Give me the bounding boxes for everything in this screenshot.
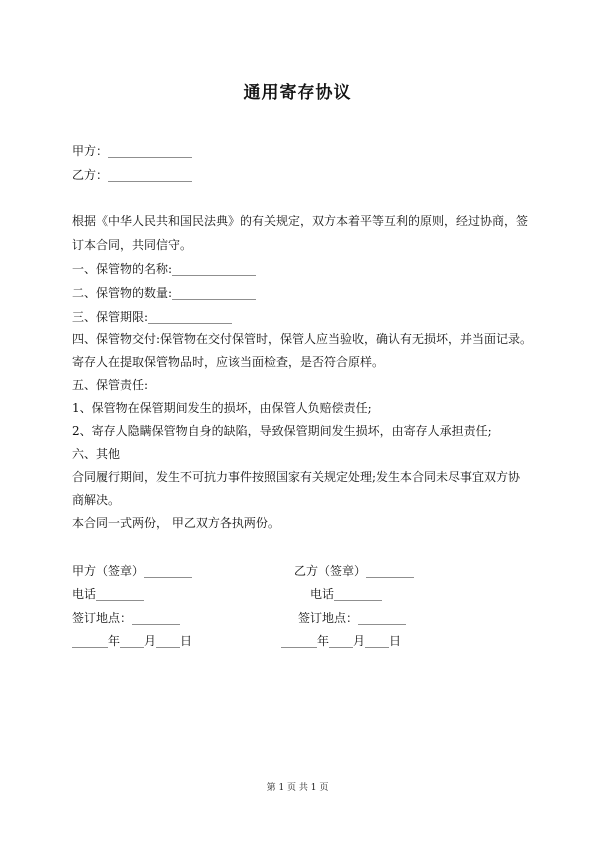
party-b-phone: 电话________ bbox=[310, 587, 383, 601]
clause-4-line-1: 四、保管物交付:保管物在交付保管时，保管人应当验收，确认有无损坏，并当面记录。 bbox=[72, 332, 533, 346]
intro-line-1: 根据《中华人民共和国民法典》的有关规定，双方本着平等互利的原则，经过协商，签 bbox=[72, 214, 529, 228]
party-a-signature: 甲方（签章）________ bbox=[72, 564, 193, 578]
document-title: 通用寄存协议 bbox=[243, 83, 352, 103]
party-a-date: ______年____月____日 bbox=[72, 634, 193, 648]
party-b-line: 乙方：______________ bbox=[72, 168, 193, 182]
clause-4-line-2: 寄存人在提取保管物品时，应该当面检查，是否符合原样。 bbox=[72, 355, 385, 369]
clause-5-item-1: 1、保管物在保管期间发生的损坏，由保管人负赔偿责任; bbox=[72, 401, 372, 415]
party-a-place: 签订地点：________ bbox=[72, 611, 181, 625]
clause-6-line-2: 商解决。 bbox=[72, 493, 121, 507]
clause-5-item-2: 2、寄存人隐瞒保管物自身的缺陷，导致保管期间发生损坏，由寄存人承担责任; bbox=[72, 424, 492, 438]
party-b-signature: 乙方（签章）________ bbox=[294, 564, 415, 578]
party-a-phone: 电话________ bbox=[72, 587, 145, 601]
clause-6: 六、其他 bbox=[72, 447, 121, 461]
intro-line-2: 订本合同，共同信守。 bbox=[72, 238, 193, 252]
page-number: 第 1 页 共 1 页 bbox=[266, 783, 329, 793]
party-b-date: ______年____月____日 bbox=[281, 634, 402, 648]
clause-5: 五、保管责任: bbox=[72, 378, 149, 392]
clause-3: 三、保管期限:______________ bbox=[72, 310, 233, 324]
party-b-place: 签订地点：________ bbox=[298, 611, 407, 625]
clause-1: 一、保管物的名称:______________ bbox=[72, 262, 257, 276]
clause-6-line-1: 合同履行期间，发生不可抗力事件按照国家有关规定处理;发生本合同未尽事宜双方协 bbox=[72, 470, 521, 484]
party-a-line: 甲方：______________ bbox=[72, 144, 193, 158]
clause-2: 二、保管物的数量:______________ bbox=[72, 286, 257, 300]
copies-line: 本合同一式两份， 甲乙双方各执两份。 bbox=[72, 516, 280, 530]
